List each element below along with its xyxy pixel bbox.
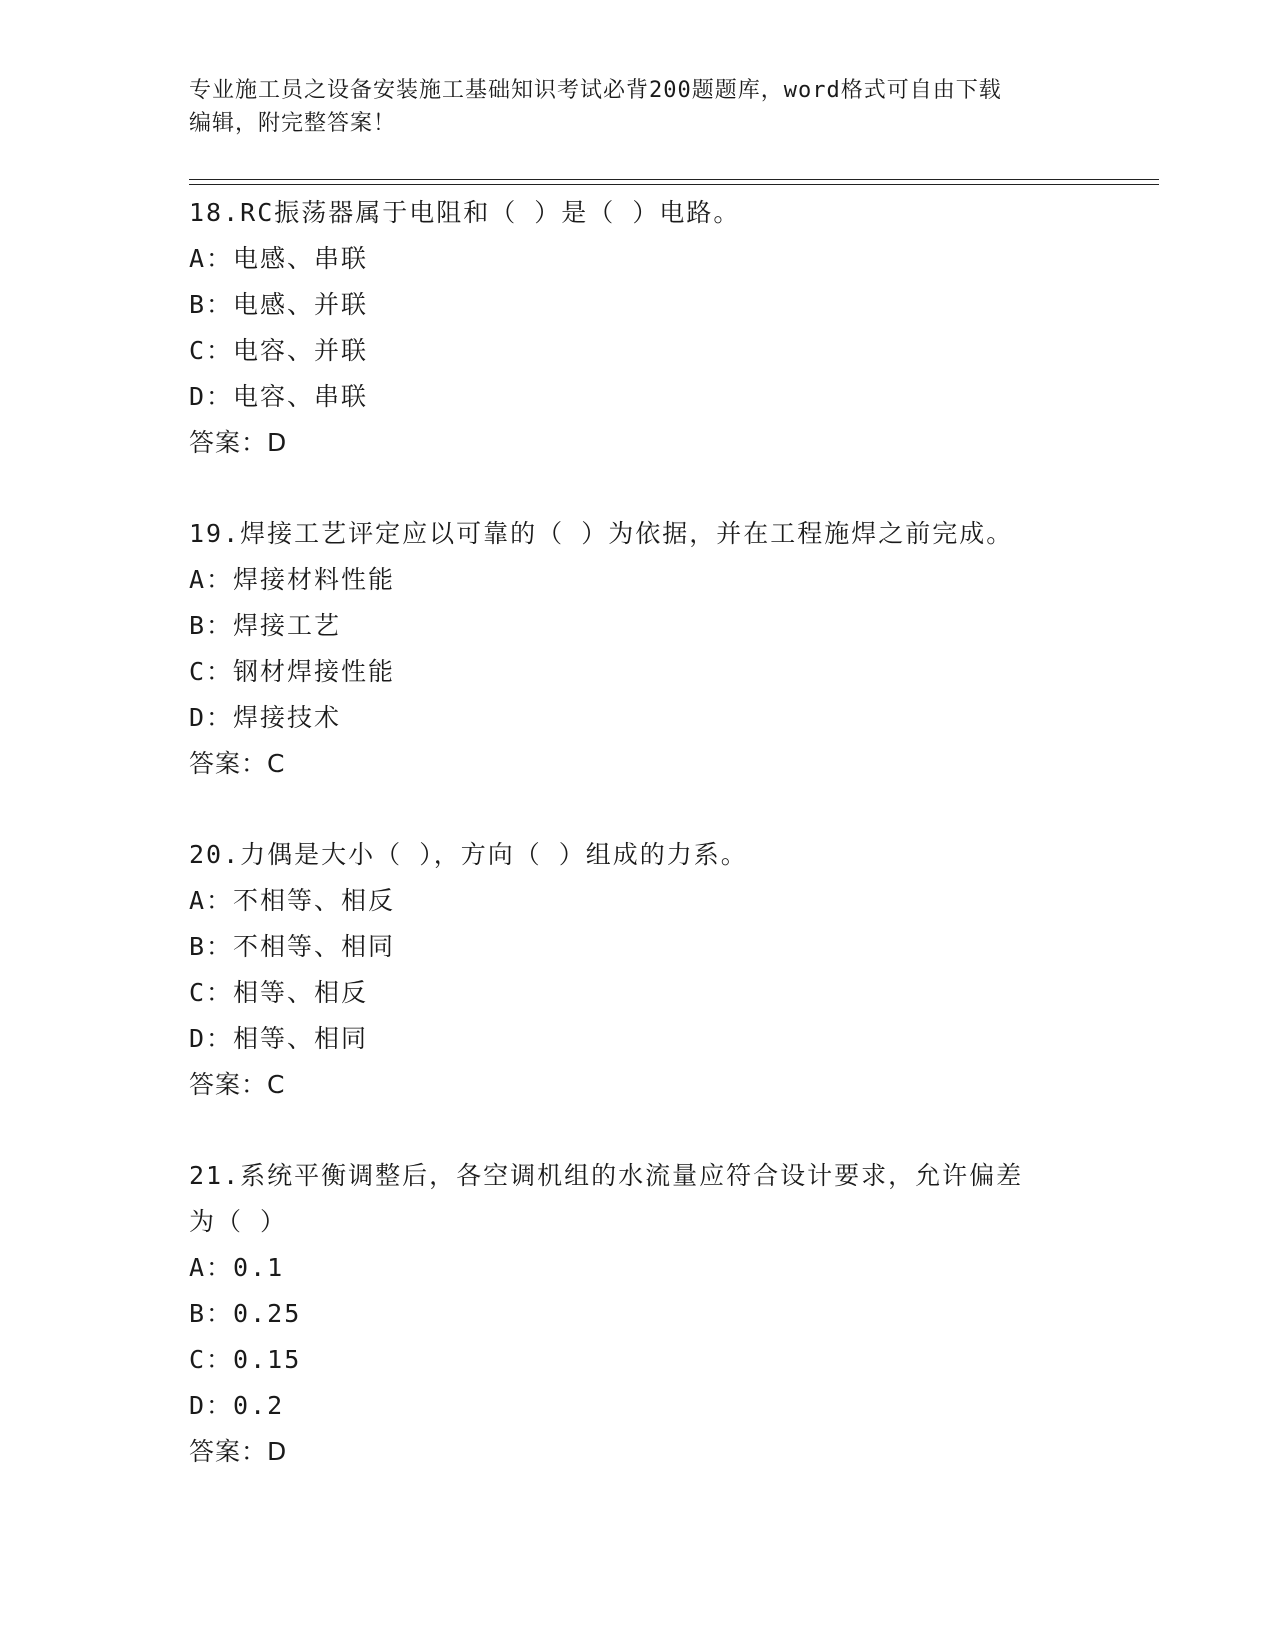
question-19 — [189, 511, 1089, 787]
option-d: D：0.2 — [189, 1391, 285, 1420]
question-18 — [189, 190, 1089, 466]
question-stem: 21.系统平衡调整后，各空调机组的水流量应符合设计要求，允许偏差 — [189, 1161, 1024, 1190]
option-d: D：焊接技术 — [189, 703, 342, 732]
question-20 — [189, 832, 1089, 1108]
option-c: C：相等、相反 — [189, 978, 369, 1007]
question-stem-continued: 为（ ） — [189, 1207, 288, 1236]
option-c: C：0.15 — [189, 1345, 302, 1374]
option-b: B：电感、并联 — [189, 290, 369, 319]
option-c: C：电容、并联 — [189, 336, 369, 365]
option-a: A：电感、串联 — [189, 244, 369, 273]
header-line-1: 专业施工员之设备安装施工基础知识考试必背200题题库，word格式可自由下载 — [189, 78, 1002, 103]
option-a: A：0.1 — [189, 1253, 285, 1282]
header-divider-top — [189, 179, 1159, 180]
option-a: A：焊接材料性能 — [189, 565, 396, 594]
answer: 答案：D — [189, 1437, 288, 1466]
option-a: A：不相等、相反 — [189, 886, 396, 915]
option-d: D：电容、串联 — [189, 382, 369, 411]
answer: 答案：C — [189, 749, 286, 778]
option-b: B：焊接工艺 — [189, 611, 342, 640]
answer: 答案：D — [189, 428, 288, 457]
option-d: D：相等、相同 — [189, 1024, 369, 1053]
question-21 — [189, 1153, 1089, 1475]
answer: 答案：C — [189, 1070, 286, 1099]
header-line-2: 编辑，附完整答案！ — [189, 111, 397, 136]
option-b: B：不相等、相同 — [189, 932, 396, 961]
question-stem: 18.RC振荡器属于电阻和（ ）是（ ）电路。 — [189, 198, 741, 227]
option-c: C：钢材焊接性能 — [189, 657, 396, 686]
document-header — [189, 74, 1089, 140]
question-stem: 19.焊接工艺评定应以可靠的（ ）为依据，并在工程施焊之前完成。 — [189, 519, 1014, 548]
header-divider-bottom — [189, 184, 1159, 185]
question-stem: 20.力偶是大小（ ），方向（ ）组成的力系。 — [189, 840, 748, 869]
option-b: B：0.25 — [189, 1299, 302, 1328]
